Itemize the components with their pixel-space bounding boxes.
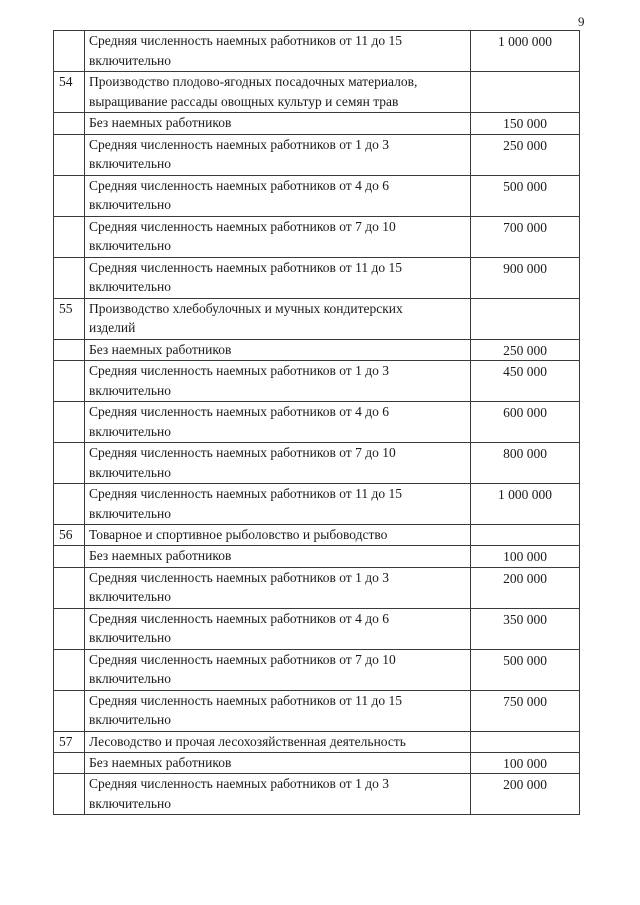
- description-line-2: включительно: [89, 712, 172, 727]
- row-number: [54, 484, 85, 525]
- row-description: [85, 443, 471, 484]
- row-number: [54, 216, 85, 257]
- table-row: [54, 546, 580, 568]
- row-amount: 450 000: [471, 361, 580, 402]
- table-row: [54, 752, 580, 774]
- description-line-1: Средняя численность наемных работников от 1 до 3: [89, 136, 389, 152]
- row-number: [54, 690, 85, 731]
- table-row: [54, 134, 580, 175]
- description-line-2: включительно: [89, 238, 172, 253]
- description-line-1: Средняя численность наемных работников от 7 до 10: [89, 651, 396, 667]
- row-amount: 200 000: [471, 567, 580, 608]
- row-number: 54: [54, 72, 85, 113]
- description-line-1: Без наемных работников: [89, 341, 232, 357]
- row-description: [85, 216, 471, 257]
- row-number: [54, 175, 85, 216]
- row-description: [85, 339, 471, 361]
- row-description: [85, 361, 471, 402]
- row-description: [85, 484, 471, 525]
- row-amount: 500 000: [471, 175, 580, 216]
- row-number: [54, 567, 85, 608]
- table-row: [54, 72, 580, 113]
- description-line-2: включительно: [89, 279, 172, 294]
- description-line-1: Средняя численность наемных работников от 11 до 15: [89, 259, 402, 275]
- row-description: [85, 175, 471, 216]
- row-description: [85, 525, 471, 546]
- row-amount: 750 000: [471, 690, 580, 731]
- description-line-1: Средняя численность наемных работников от 1 до 3: [89, 569, 389, 585]
- row-amount: 1 000 000: [471, 484, 580, 525]
- description-line-1: Производство плодово-ягодных посадочных материалов,: [89, 74, 418, 89]
- description-line-2: включительно: [89, 382, 172, 398]
- row-number: [54, 257, 85, 298]
- description-line-2: изделий: [89, 320, 136, 335]
- row-description: [85, 752, 471, 774]
- description-line-1: Без наемных работников: [89, 115, 232, 130]
- description-line-2: включительно: [89, 795, 172, 811]
- description-line-1: Средняя численность наемных работников от 4 до 6: [89, 177, 389, 193]
- description-line-2: включительно: [89, 630, 172, 645]
- row-description: [85, 298, 471, 339]
- row-amount: 500 000: [471, 649, 580, 690]
- table-row: [54, 525, 580, 546]
- row-amount: 200 000: [471, 774, 580, 815]
- table-row: [54, 257, 580, 298]
- row-number: [54, 608, 85, 649]
- description-line-2: включительно: [89, 52, 172, 68]
- table-row: [54, 216, 580, 257]
- row-description: [85, 31, 471, 72]
- description-line-2: включительно: [89, 671, 172, 686]
- description-line-1: Средняя численность наемных работников от 7 до 10: [89, 445, 396, 460]
- row-description: [85, 649, 471, 690]
- table-row: [54, 175, 580, 216]
- description-line-2: включительно: [89, 589, 172, 604]
- table-row: [54, 567, 580, 608]
- description-line-1: Производство хлебобулочных и мучных кондитерских: [89, 300, 403, 316]
- description-line-1: Средняя численность наемных работников от 4 до 6: [89, 610, 389, 626]
- row-number: 55: [54, 298, 85, 339]
- row-amount: 700 000: [471, 216, 580, 257]
- description-line-1: Средняя численность наемных работников от 11 до 15: [89, 486, 402, 501]
- description-line-1: Средняя численность наемных работников от 1 до 3: [89, 363, 389, 378]
- description-line-2: включительно: [89, 464, 172, 480]
- description-line-2: включительно: [89, 197, 172, 212]
- row-amount: 800 000: [471, 443, 580, 484]
- table-body: [54, 31, 580, 815]
- description-line-1: Средняя численность наемных работников от 7 до 10: [89, 218, 396, 234]
- description-line-1: Без наемных работников: [89, 548, 232, 563]
- table-row: [54, 339, 580, 361]
- description-line-1: Лесоводство и прочая лесохозяйственная деятельность: [89, 733, 406, 749]
- row-amount: [471, 298, 580, 339]
- row-amount: 600 000: [471, 402, 580, 443]
- row-description: [85, 690, 471, 731]
- table-row: [54, 298, 580, 339]
- row-description: [85, 546, 471, 568]
- row-number: [54, 113, 85, 135]
- description-line-1: Средняя численность наемных работников от 1 до 3: [89, 776, 389, 791]
- table-row: [54, 731, 580, 752]
- row-amount: 1 000 000: [471, 31, 580, 72]
- table-row: [54, 690, 580, 731]
- row-number: [54, 402, 85, 443]
- row-number: 57: [54, 731, 85, 752]
- row-amount: 100 000: [471, 752, 580, 774]
- description-line-2: включительно: [89, 156, 172, 171]
- row-amount: 100 000: [471, 546, 580, 568]
- description-line-1: Без наемных работников: [89, 754, 232, 770]
- row-amount: 150 000: [471, 113, 580, 135]
- description-line-1: Средняя численность наемных работников от 4 до 6: [89, 404, 389, 419]
- tariff-table: [53, 30, 580, 815]
- description-line-2: выращивание рассады овощных культур и семян трав: [89, 93, 399, 109]
- row-amount: 250 000: [471, 339, 580, 361]
- table-row: [54, 402, 580, 443]
- table-row: [54, 774, 580, 815]
- row-amount: 250 000: [471, 134, 580, 175]
- table-row: [54, 31, 580, 72]
- row-number: [54, 546, 85, 568]
- row-number: 56: [54, 525, 85, 546]
- row-description: [85, 731, 471, 752]
- row-description: [85, 257, 471, 298]
- row-description: [85, 402, 471, 443]
- row-number: [54, 339, 85, 361]
- row-description: [85, 774, 471, 815]
- table-row: [54, 649, 580, 690]
- row-amount: [471, 525, 580, 546]
- row-description: [85, 567, 471, 608]
- row-description: [85, 72, 471, 113]
- table-row: [54, 484, 580, 525]
- row-amount: [471, 731, 580, 752]
- description-line-1: Средняя численность наемных работников от 11 до 15: [89, 692, 402, 708]
- row-number: [54, 31, 85, 72]
- description-line-1: Товарное и спортивное рыболовство и рыбоводство: [89, 527, 388, 542]
- row-number: [54, 774, 85, 815]
- row-amount: [471, 72, 580, 113]
- row-amount: 900 000: [471, 257, 580, 298]
- row-description: [85, 134, 471, 175]
- description-line-2: включительно: [89, 423, 172, 439]
- row-number: [54, 649, 85, 690]
- page-number: 9: [578, 14, 585, 29]
- description-line-1: Средняя численность наемных работников от 11 до 15: [89, 33, 402, 48]
- table-row: [54, 443, 580, 484]
- table-row: [54, 608, 580, 649]
- row-number: [54, 443, 85, 484]
- row-amount: 350 000: [471, 608, 580, 649]
- description-line-2: включительно: [89, 505, 172, 521]
- row-number: [54, 361, 85, 402]
- row-number: [54, 134, 85, 175]
- row-number: [54, 752, 85, 774]
- table-row: [54, 361, 580, 402]
- row-description: [85, 113, 471, 135]
- row-description: [85, 608, 471, 649]
- table-row: [54, 113, 580, 135]
